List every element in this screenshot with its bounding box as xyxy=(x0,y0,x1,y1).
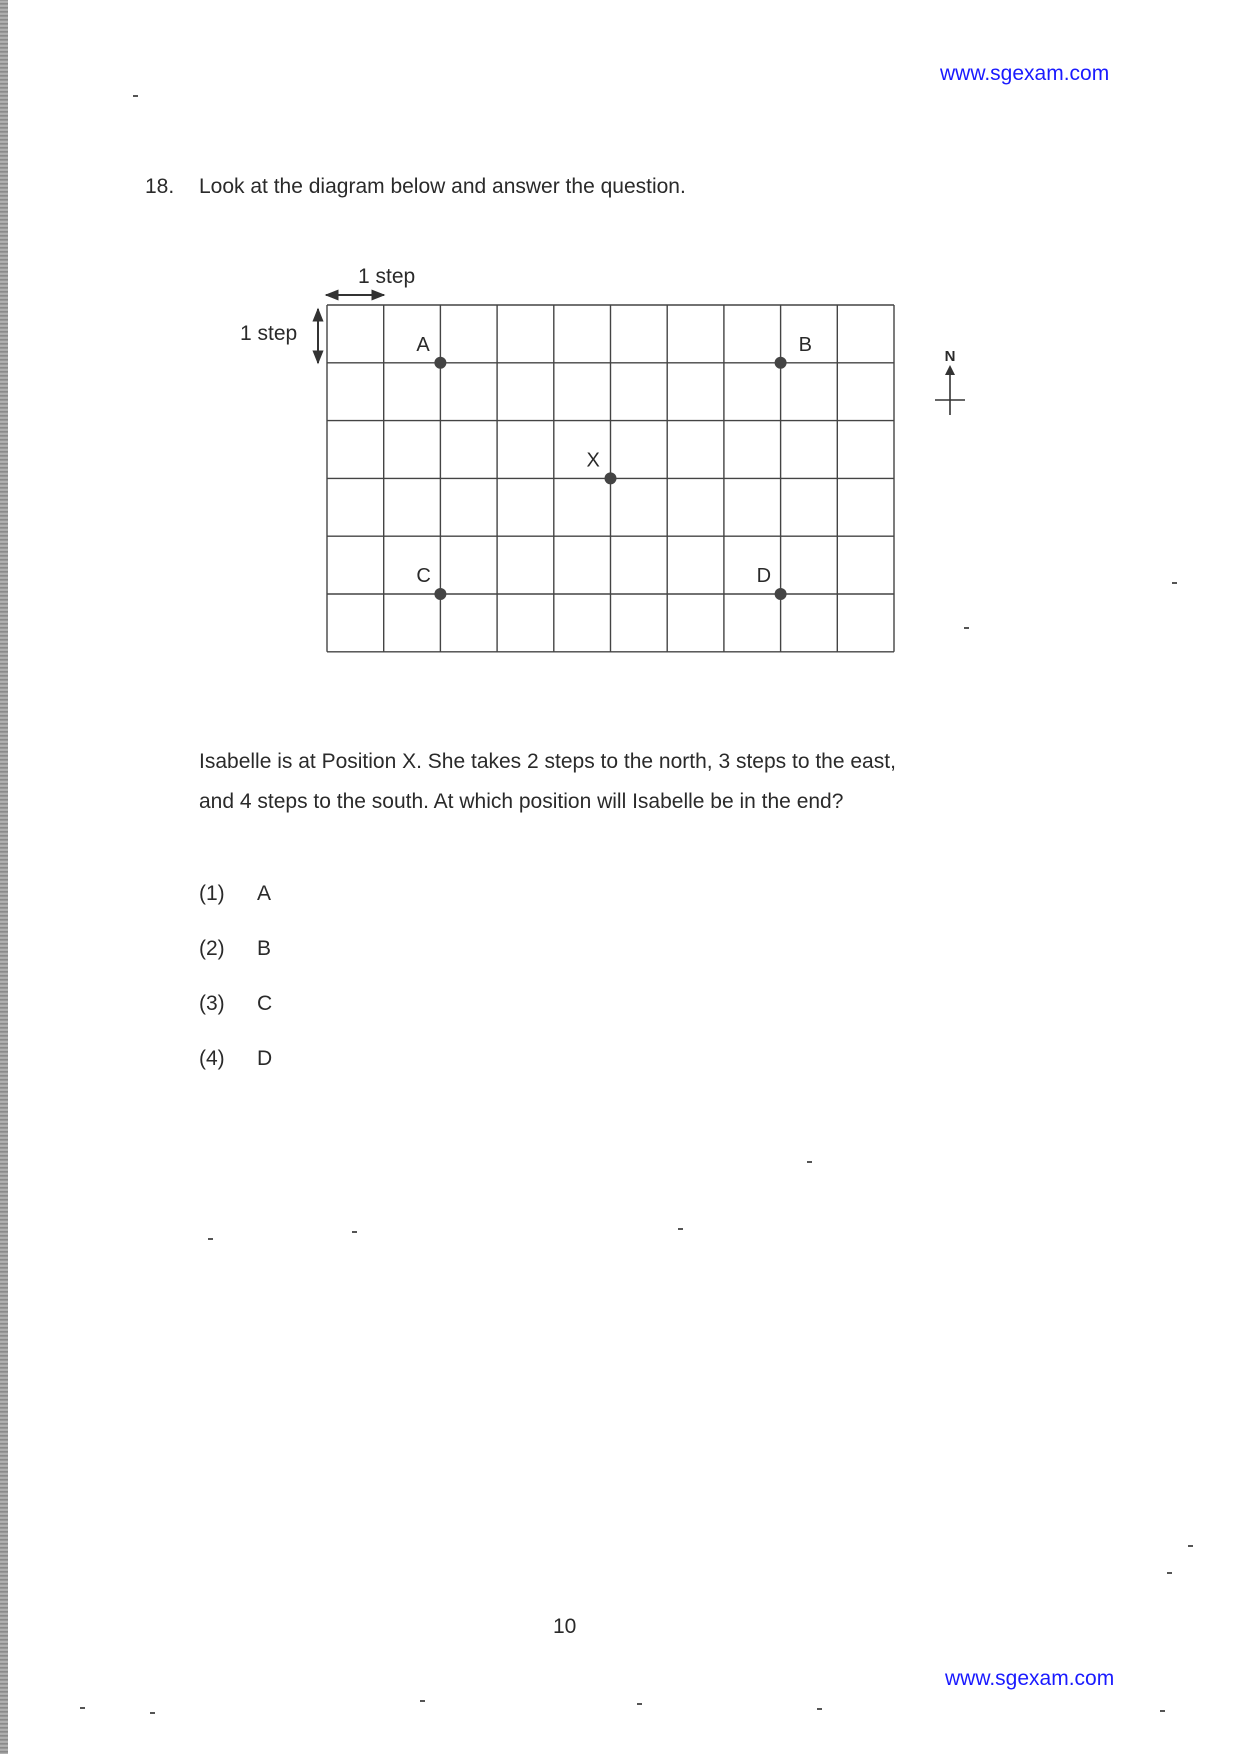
point-c-label: C xyxy=(416,565,431,587)
scan-left-edge xyxy=(0,0,8,1754)
scan-speck xyxy=(1167,1572,1172,1574)
option-number: (1) xyxy=(199,882,225,905)
scan-speck xyxy=(80,1707,85,1709)
option-1[interactable] xyxy=(199,882,272,937)
scan-speck xyxy=(807,1161,812,1163)
option-text: B xyxy=(257,937,272,960)
scan-speck xyxy=(1188,1545,1193,1547)
point-d-marker xyxy=(775,588,787,600)
question-number: 18. xyxy=(145,175,175,198)
point-a-marker xyxy=(434,357,446,369)
problem-line-1: Isabelle is at Position X. She takes 2 steps to the north, 3 steps to the east, xyxy=(199,750,896,773)
option-2[interactable] xyxy=(199,937,272,992)
option-number: (4) xyxy=(199,1047,225,1070)
scale-top-label: 1 step xyxy=(358,265,416,288)
header-site-link[interactable]: www.sgexam.com xyxy=(940,62,1110,85)
scan-speck xyxy=(420,1700,425,1702)
scan-speck xyxy=(817,1708,822,1710)
option-number: (3) xyxy=(199,992,225,1015)
point-x-marker xyxy=(605,472,617,484)
footer-site-link[interactable]: www.sgexam.com xyxy=(945,1667,1115,1690)
answer-options xyxy=(199,882,272,1102)
compass-label: N xyxy=(944,348,956,365)
compass-arrowhead xyxy=(945,365,955,375)
scan-speck xyxy=(964,627,969,629)
grid-diagram xyxy=(220,255,1000,665)
scan-speck xyxy=(150,1712,155,1714)
point-x-label: X xyxy=(586,449,600,472)
scale-left-label: 1 step xyxy=(240,322,298,345)
scan-speck xyxy=(1172,582,1177,584)
page-number: 10 xyxy=(553,1615,577,1638)
option-text: A xyxy=(257,882,272,905)
grid-points xyxy=(416,334,812,600)
option-text: D xyxy=(257,1047,273,1070)
option-3[interactable] xyxy=(199,992,272,1047)
scan-speck xyxy=(1160,1710,1165,1712)
point-d-label: D xyxy=(756,565,772,587)
scan-speck xyxy=(208,1238,213,1240)
problem-line-2: and 4 steps to the south. At which position will Isabelle be in the end? xyxy=(199,790,844,813)
scan-speck xyxy=(678,1228,683,1230)
scan-speck xyxy=(352,1231,357,1233)
point-c-marker xyxy=(434,588,446,600)
point-b-label: B xyxy=(798,333,812,356)
point-b-marker xyxy=(775,357,787,369)
option-number: (2) xyxy=(199,937,225,960)
compass-north xyxy=(935,348,965,415)
point-a-label: A xyxy=(416,333,430,356)
option-4[interactable] xyxy=(199,1047,272,1102)
scan-speck xyxy=(637,1703,642,1705)
question-prompt: Look at the diagram below and answer the question. xyxy=(199,175,686,198)
problem-text xyxy=(199,742,1019,822)
scan-speck xyxy=(133,95,138,97)
option-text: C xyxy=(257,992,273,1015)
